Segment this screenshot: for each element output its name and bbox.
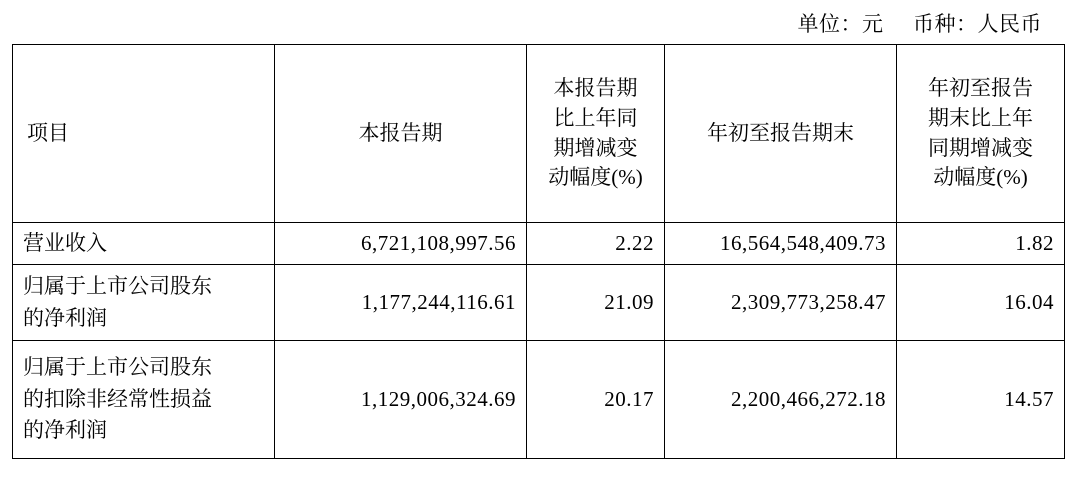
net-profit-current-change: 21.09 bbox=[527, 265, 665, 341]
column-header-ytd-change-line-2: 期末比上年 bbox=[928, 105, 1033, 130]
column-header-item: 项目 bbox=[13, 45, 275, 223]
adjusted-net-profit-current-change: 20.17 bbox=[527, 341, 665, 459]
column-header-current-change-line-3: 期增减变 bbox=[553, 135, 638, 160]
column-header-ytd-change bbox=[897, 45, 1065, 223]
adjusted-net-profit-current-period: 1,129,006,324.69 bbox=[275, 341, 527, 459]
table-row bbox=[13, 341, 1065, 459]
revenue-current-period: 6,721,108,997.56 bbox=[275, 223, 527, 265]
adjusted-net-profit-ytd: 2,200,466,272.18 bbox=[665, 341, 897, 459]
net-profit-current-period: 1,177,244,116.61 bbox=[275, 265, 527, 341]
table-header-row bbox=[13, 45, 1065, 223]
row-label-line-3: 的净利润 bbox=[23, 418, 107, 443]
row-label-line-1: 营业收入 bbox=[23, 230, 107, 255]
table-row bbox=[13, 223, 1065, 265]
unit-currency-note bbox=[798, 8, 1043, 38]
financial-summary-table bbox=[12, 44, 1065, 459]
row-label-line-1: 归属于上市公司股东 bbox=[23, 355, 212, 380]
revenue-ytd: 16,564,548,409.73 bbox=[665, 223, 897, 265]
net-profit-ytd: 2,309,773,258.47 bbox=[665, 265, 897, 341]
column-header-ytd: 年初至报告期末 bbox=[665, 45, 897, 223]
currency-label: 币种：人民币 bbox=[913, 12, 1042, 36]
row-label-line-2: 的净利润 bbox=[23, 305, 107, 330]
column-header-current-period: 本报告期 bbox=[275, 45, 527, 223]
column-header-current-change-line-2: 比上年同 bbox=[553, 105, 638, 130]
row-label-net-profit bbox=[13, 265, 275, 341]
column-header-ytd-change-line-4: 动幅度(%) bbox=[933, 165, 1028, 190]
row-label-line-1: 归属于上市公司股东 bbox=[23, 274, 212, 298]
row-label-line-2: 的扣除非经常性损益 bbox=[23, 386, 212, 411]
net-profit-ytd-change: 16.04 bbox=[897, 265, 1065, 341]
revenue-ytd-change: 1.82 bbox=[897, 223, 1065, 265]
column-header-ytd-change-line-3: 同期增减变 bbox=[928, 135, 1033, 160]
unit-label: 单位：元 bbox=[797, 12, 884, 36]
column-header-current-change-line-1: 本报告期 bbox=[553, 75, 638, 100]
table-body bbox=[13, 223, 1065, 459]
revenue-current-change: 2.22 bbox=[527, 223, 665, 265]
column-header-ytd-change-line-1: 年初至报告 bbox=[928, 75, 1033, 100]
adjusted-net-profit-ytd-change: 14.57 bbox=[897, 341, 1065, 459]
table-row bbox=[13, 265, 1065, 341]
row-label-revenue bbox=[13, 223, 275, 265]
table-header bbox=[13, 45, 1065, 223]
row-label-adjusted-net-profit bbox=[13, 341, 275, 459]
column-header-current-change bbox=[527, 45, 665, 223]
column-header-current-change-line-4: 动幅度(%) bbox=[548, 165, 643, 190]
